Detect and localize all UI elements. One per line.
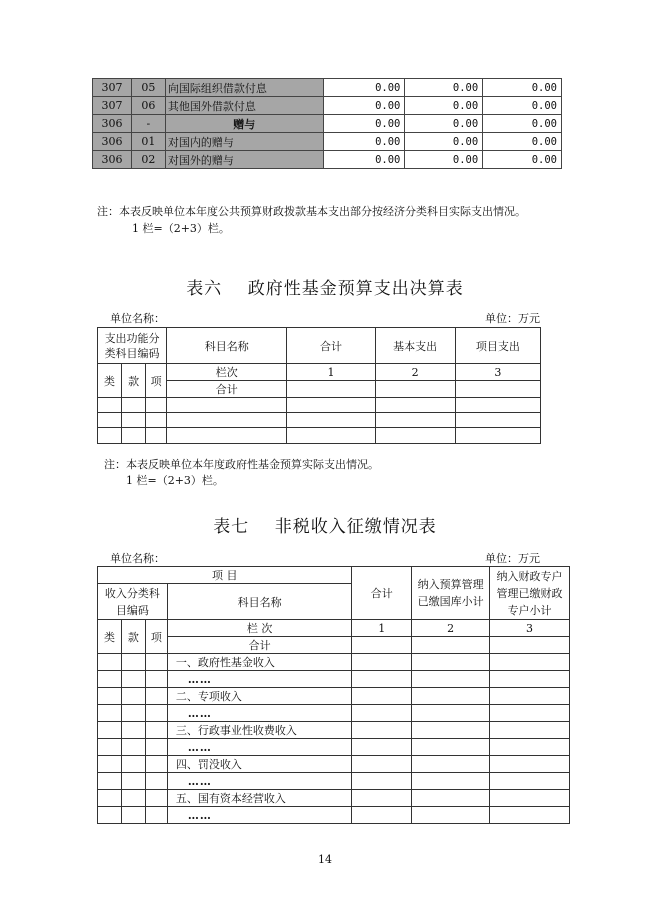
total-value-cell: 0.00	[323, 151, 405, 169]
table-row	[93, 151, 562, 169]
total-header: 合计	[287, 328, 375, 364]
total-cell	[287, 381, 375, 398]
item-header: 项 目	[98, 567, 352, 584]
column-label: 栏 次	[167, 620, 352, 637]
project-value-cell: 0.00	[483, 115, 562, 133]
column-number-2: 2	[412, 620, 490, 637]
subject-name-cell: 赠与	[165, 115, 323, 133]
basic-value-cell: 0.00	[405, 151, 483, 169]
kuan-header: 款	[121, 620, 145, 654]
column-number-3: 3	[455, 364, 540, 381]
row-label: ……	[167, 773, 352, 790]
subject-name-header: 科目名称	[167, 328, 287, 364]
row-label: 四、罚没收入	[167, 756, 352, 773]
table1-formula-note: 1 栏=（2+3）栏。	[132, 222, 230, 235]
table1-note: 注：本表反映单位本年度公共预算财政拨款基本支出部分按经济分类科目实际支出情况。	[97, 205, 526, 218]
basic-value-cell: 0.00	[405, 115, 483, 133]
column-label: 栏次	[167, 364, 287, 381]
economic-classification-table	[92, 78, 562, 169]
row-label: ……	[167, 807, 352, 824]
project-value-cell: 0.00	[483, 133, 562, 151]
table-row	[98, 671, 570, 688]
income-code-header: 收入分类科 目编码	[98, 584, 168, 620]
item-code-cell: 06	[131, 97, 165, 115]
total-header: 合计	[352, 567, 412, 620]
project-value-cell: 0.00	[483, 151, 562, 169]
item-code-cell: 05	[131, 79, 165, 97]
table-row	[98, 654, 570, 671]
total-value-cell: 0.00	[323, 115, 405, 133]
row-label: ……	[167, 671, 352, 688]
total-row-label: 合计	[167, 381, 287, 398]
row-label: 二、专项收入	[167, 688, 352, 705]
func-code-header: 支出功能分 类科目编码	[98, 328, 167, 364]
table-row	[98, 739, 570, 756]
row-label: 一、政府性基金收入	[167, 654, 352, 671]
table6-note: 注：本表反映单位本年度政府性基金预算实际支出情况。	[104, 458, 379, 471]
total-value-cell: 0.00	[323, 133, 405, 151]
project-value-cell: 0.00	[483, 79, 562, 97]
table-row	[93, 133, 562, 151]
row-label: 五、国有资本经营收入	[167, 790, 352, 807]
class-code-cell: 307	[93, 97, 132, 115]
row-label: 三、行政事业性收费收入	[167, 722, 352, 739]
class-code-cell: 306	[93, 115, 132, 133]
table-row	[98, 722, 570, 739]
table-row	[98, 756, 570, 773]
row-label: 合计	[167, 637, 352, 654]
table-row	[98, 790, 570, 807]
table-row	[98, 705, 570, 722]
page-number: 14	[318, 853, 332, 866]
row-label: ……	[167, 739, 352, 756]
basic-value-cell: 0.00	[405, 79, 483, 97]
project-cell	[455, 381, 540, 398]
xiang-header: 项	[145, 620, 167, 654]
basic-cell	[375, 381, 455, 398]
subject-name-cell: 对国外的赠与	[165, 151, 323, 169]
item-code-cell: 02	[131, 151, 165, 169]
total-value-cell: 0.00	[323, 97, 405, 115]
special-account-subtotal-header: 纳入财政专户 管理已缴财政 专户小计	[490, 567, 570, 620]
row-label: ……	[167, 705, 352, 722]
class-code-cell: 307	[93, 79, 132, 97]
table6-unit-label: 单位：万元	[485, 312, 540, 325]
table7-unit-label: 单位：万元	[485, 552, 540, 565]
table-row	[98, 773, 570, 790]
treasury-subtotal-header: 纳入预算管理 已缴国库小计	[412, 567, 490, 620]
class-code-cell: 306	[93, 151, 132, 169]
item-code-cell: -	[131, 115, 165, 133]
kuan-header: 款	[122, 364, 146, 398]
column-number-1: 1	[352, 620, 412, 637]
basic-expenditure-header: 基本支出	[375, 328, 455, 364]
project-expenditure-header: 项目支出	[455, 328, 540, 364]
column-number-1: 1	[287, 364, 375, 381]
table-row	[98, 637, 570, 654]
xiang-header: 项	[146, 364, 167, 398]
table6-title: 表六 政府性基金预算支出决算表	[186, 279, 464, 299]
column-number-3: 3	[490, 620, 570, 637]
item-code-cell: 01	[131, 133, 165, 151]
total-value-cell: 0.00	[323, 79, 405, 97]
table6-formula-note: 1 栏=（2+3）栏。	[126, 474, 224, 487]
column-number-2: 2	[375, 364, 455, 381]
table-row	[98, 688, 570, 705]
class-code-cell: 306	[93, 133, 132, 151]
basic-value-cell: 0.00	[405, 133, 483, 151]
table7-title: 表七 非税收入征缴情况表	[213, 517, 437, 537]
table-row	[98, 807, 570, 824]
basic-value-cell: 0.00	[405, 97, 483, 115]
subject-name-cell: 其他国外借款付息	[165, 97, 323, 115]
table7-unit-name-label: 单位名称：	[110, 552, 165, 565]
subject-name-cell: 对国内的赠与	[165, 133, 323, 151]
government-fund-expenditure-table	[97, 327, 541, 444]
lei-header: 类	[98, 620, 122, 654]
non-tax-revenue-table	[97, 566, 570, 824]
table6-unit-name-label: 单位名称：	[110, 312, 165, 325]
subject-name-header: 科目名称	[167, 584, 352, 620]
subject-name-cell: 向国际组织借款付息	[165, 79, 323, 97]
table-row	[93, 115, 562, 133]
table-row	[93, 79, 562, 97]
table-row	[93, 97, 562, 115]
lei-header: 类	[98, 364, 122, 398]
project-value-cell: 0.00	[483, 97, 562, 115]
